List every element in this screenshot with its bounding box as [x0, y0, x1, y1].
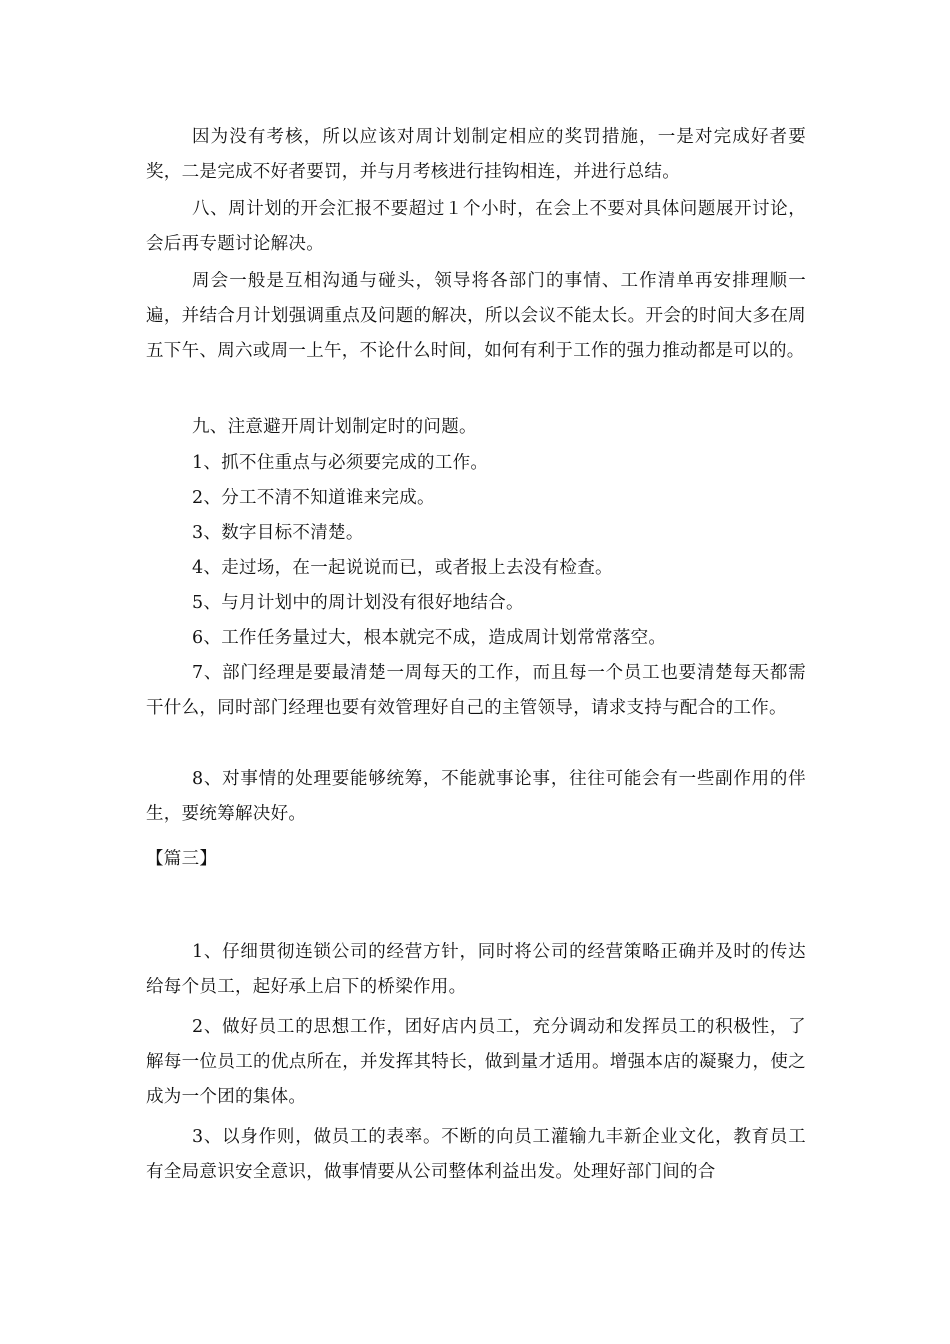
list-item-3: 3、数字目标不清楚。	[192, 523, 364, 543]
paragraph-section3-item-3: 3、以身作则，做员工的表率。不断的向员工灌输九丰新企业文化，教育员工有全局意识安全意识，做事情要从公司整体利益出发。处理好部门间的合	[146, 1127, 806, 1182]
list-item-8: 8、对事情的处理要能够统筹，不能就事论事，往往可能会有一些副作用的伴生，要统筹解决好。	[146, 769, 806, 824]
paragraph-reward-penalty: 因为没有考核，所以应该对周计划制定相应的奖罚措施，一是对完成好者要奖，二是完成不好者要罚，并与月考核进行挂钩相连，并进行总结。	[146, 127, 806, 182]
list-item-5: 5、与月计划中的周计划没有很好地结合。	[192, 593, 524, 613]
list-item-7: 7、部门经理是要最清楚一周每天的工作，而且每一个员工也要清楚每天都需干什么，同时部门经理也要有效管理好自己的主管领导，请求支持与配合的工作。	[146, 663, 806, 718]
list-item-2: 2、分工不清不知道谁来完成。	[192, 488, 435, 508]
paragraph-item-8: 八、周计划的开会汇报不要超过１个小时，在会上不要对具体问题展开讨论，会后再专题讨论解决。	[146, 199, 806, 254]
paragraph-section3-item-1: 1、仔细贯彻连锁公司的经营方针，同时将公司的经营策略正确并及时的传达给每个员工，起好承上启下的桥梁作用。	[146, 942, 806, 997]
paragraph-weekly-meeting: 周会一般是互相沟通与碰头，领导将各部门的事情、工作清单再安排理顺一遍，并结合月计划强调重点及问题的解决，所以会议不能太长。开会的时间大多在周五下午、周六或周一上午，不论什么时间，如何有利于工作的强力推动都是可以的。	[146, 271, 806, 361]
paragraph-section3-item-2: 2、做好员工的思想工作，团好店内员工，充分调动和发挥员工的积极性，了解每一位员工的优点所在，并发挥其特长，做到量才适用。增强本店的凝聚力，使之成为一个团的集体。	[146, 1017, 806, 1107]
list-item-6: 6、工作任务量过大，根本就完不成，造成周计划常常落空。	[192, 628, 667, 648]
list-item-4: 4、走过场，在一起说说而已，或者报上去没有检查。	[192, 558, 613, 578]
section-heading: 【篇三】	[146, 849, 218, 869]
paragraph-item-9: 九、注意避开周计划制定时的问题。	[192, 417, 477, 437]
list-item-1: 1、抓不住重点与必须要完成的工作。	[192, 453, 489, 473]
